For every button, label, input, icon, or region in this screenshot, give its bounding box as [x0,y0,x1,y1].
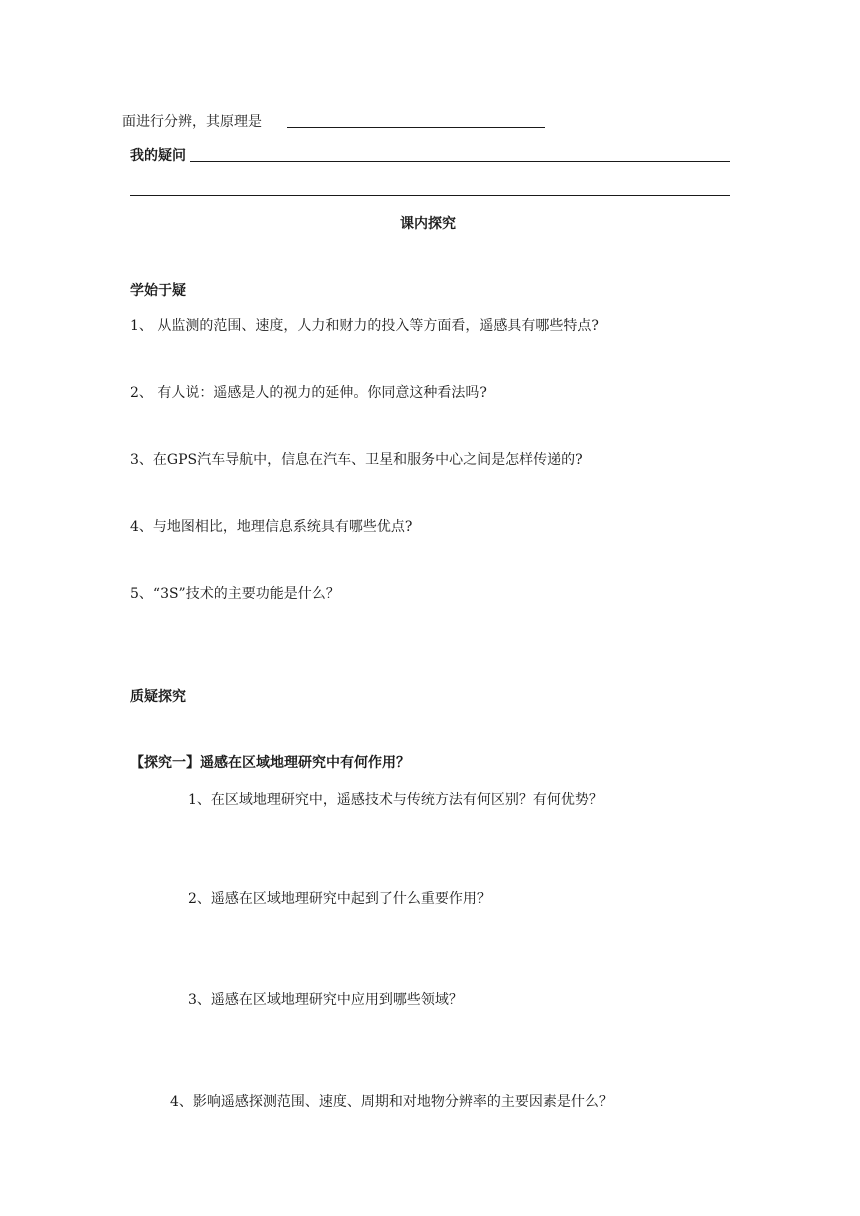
inquiry-question-item: 3、遥感在区域地理研究中应用到哪些领域？ [188,992,463,1008]
question-item: 1、 从监测的范围、速度，人力和财力的投入等方面看，遥感具有哪些特点? [130,318,599,334]
my-question-label: 我的疑问 [130,148,186,164]
question-item: 3、在GPS汽车导航中，信息在汽车、卫星和服务中心之间是怎样传递的? [130,452,583,468]
question-item: 4、与地图相比，地理信息系统具有哪些优点? [130,519,413,535]
inquiry-topic-title: 【探究一】遥感在区域地理研究中有何作用？ [130,755,410,771]
my-question-blank-line [190,161,730,162]
inquiry-question-item: 1、在区域地理研究中，遥感技术与传统方法有何区别？有何优势？ [188,792,603,808]
question-item: 5、“3S”技术的主要功能是什么？ [130,586,340,602]
principle-prompt: 面进行分辨，其原理是 [122,114,262,130]
question-item: 2、 有人说：遥感是人的视力的延伸。你同意这种看法吗? [130,385,487,401]
section-title-in-class: 课内探究 [400,216,456,232]
my-question-second-line [130,195,730,196]
principle-blank-line [287,127,545,128]
inquiry-heading: 质疑探究 [130,689,186,705]
inquiry-question-item: 2、遥感在区域地理研究中起到了什么重要作用？ [188,891,491,907]
inquiry-question-item: 4、影响遥感探测范围、速度、周期和对地物分辨率的主要因素是什么？ [170,1094,613,1110]
learn-heading: 学始于疑 [130,283,186,299]
